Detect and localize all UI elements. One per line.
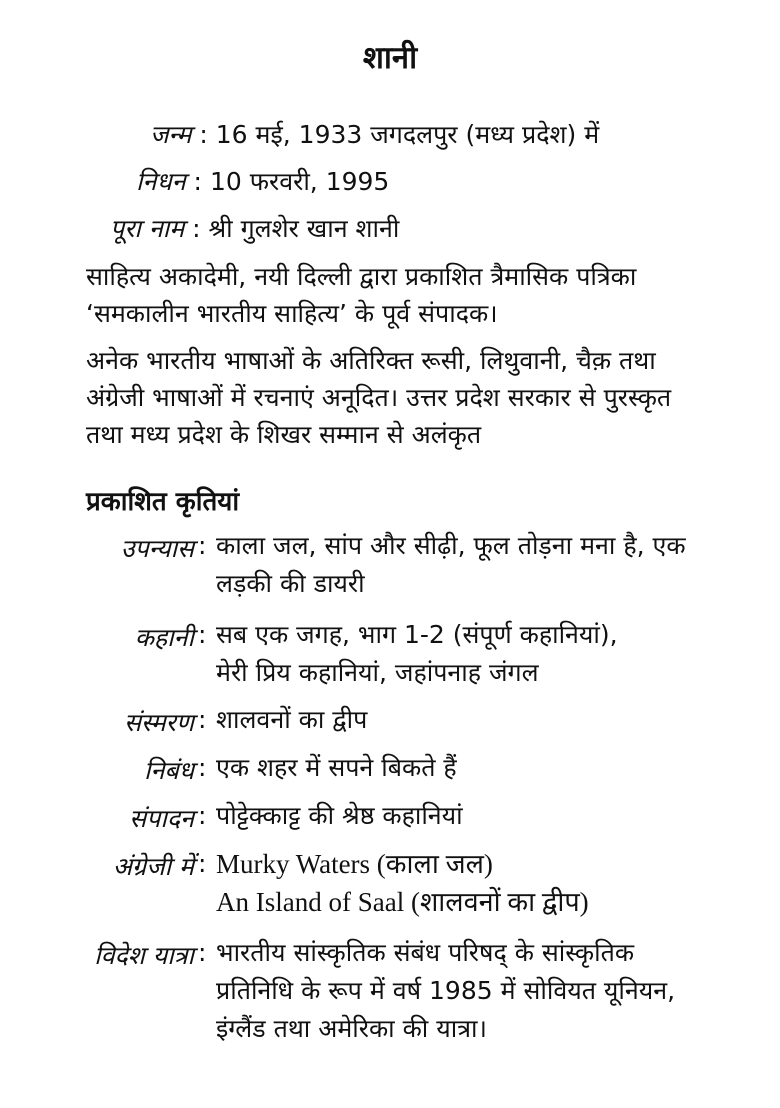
work-line: प्रतिनिधि के रूप में वर्ष 1985 में सोवियत यूनियन, — [216, 976, 676, 1005]
paragraph-line: अनेक भारतीय भाषाओं के अतिरिक्त रूसी, लिथुवानी, चैक़ तथा — [86, 346, 656, 375]
colon: : — [198, 801, 207, 830]
colon: : — [198, 753, 207, 782]
bio-value: 10 फरवरी, 1995 — [209, 167, 390, 196]
work-line: An Island of Saal (शालवनों का द्वीप) — [216, 887, 589, 917]
work-label: संस्मरण — [124, 708, 194, 737]
bio-label: निधन — [136, 167, 186, 196]
bio-full-name: पूरा नाम : श्री गुलशेर खान शानी — [110, 214, 400, 243]
work-value — [216, 616, 618, 692]
work-line: सब एक जगह, भाग 1-2 (संपूर्ण कहानियां), — [216, 620, 618, 649]
work-label: विदेश यात्रा — [94, 941, 194, 970]
bio-label: जन्म — [150, 120, 192, 149]
paragraph-line: ‘समकालीन भारतीय साहित्य’ के पूर्व संपादक। — [86, 299, 498, 328]
work-line: एक शहर में सपने बिकते हैं — [216, 753, 457, 782]
paragraph-line: अंग्रेजी भाषाओं में रचनाएं अनूदित। उत्तर प्रदेश सरकार से पुरस्कृत — [86, 383, 672, 412]
work-line: मेरी प्रिय कहानियां, जहांपनाह जंगल — [216, 658, 539, 687]
paragraph-translations — [86, 342, 671, 453]
colon: : — [198, 620, 207, 649]
work-label: अंग्रेजी में — [112, 852, 194, 881]
work-line: इंग्लैंड तथा अमेरिका की यात्रा। — [216, 1014, 487, 1043]
work-value — [216, 934, 675, 1048]
work-label: कहानी — [134, 623, 194, 652]
work-value — [216, 701, 367, 739]
paragraph-line: साहित्य अकादेमी, नयी दिल्ली द्वारा प्रकाशित त्रैमासिक पत्रिका — [86, 262, 637, 291]
page-title: शानी — [362, 40, 418, 76]
work-value — [216, 749, 457, 787]
work-line: पोट्टेक्काट्ट की श्रेष्ठ कहानियां — [216, 801, 463, 830]
paragraph-line: तथा मध्य प्रदेश के शिखर सम्मान से अलंकृत — [86, 420, 482, 449]
work-value — [216, 845, 589, 921]
work-line: लड़की की डायरी — [216, 569, 365, 598]
work-label: संपादन — [129, 804, 194, 833]
work-line: Murky Waters (काला जल) — [216, 849, 493, 879]
work-label: निबंध — [143, 756, 194, 785]
colon: : — [198, 938, 207, 967]
bio-death: निधन : 10 फरवरी, 1995 — [136, 167, 390, 196]
work-line: भारतीय सांस्कृतिक संबंध परिषद् के सांस्कृतिक — [216, 938, 635, 967]
work-label: उपन्यास — [120, 534, 194, 563]
paragraph-editor — [86, 258, 636, 332]
colon: : — [198, 531, 207, 560]
bio-value: 16 मई, 1933 जगदलपुर (मध्य प्रदेश) में — [215, 120, 600, 149]
work-line: काला जल, सांप और सीढ़ी, फूल तोड़ना मना है, एक — [216, 531, 686, 560]
bio-birth: जन्म : 16 मई, 1933 जगदलपुर (मध्य प्रदेश) में — [150, 120, 600, 149]
work-value — [216, 527, 686, 603]
works-heading: प्रकाशित कृतियां — [86, 487, 240, 517]
colon: : — [198, 705, 207, 734]
colon: : — [198, 849, 207, 878]
bio-label: पूरा नाम — [110, 214, 185, 243]
bio-value: श्री गुलशेर खान शानी — [208, 214, 400, 243]
work-value — [216, 797, 463, 835]
work-line: शालवनों का द्वीप — [216, 705, 368, 734]
